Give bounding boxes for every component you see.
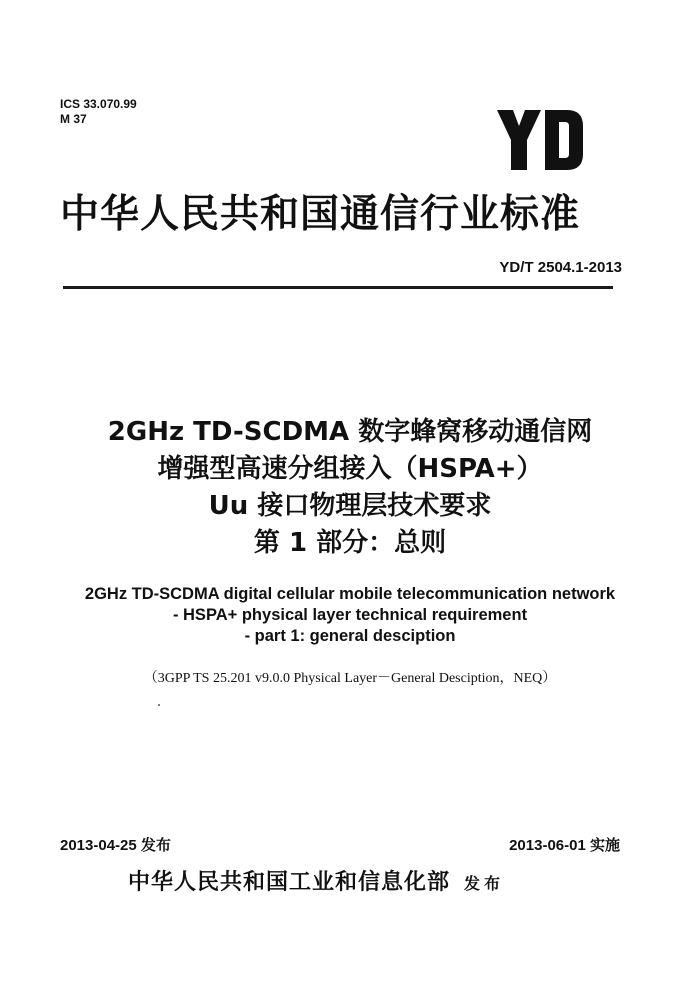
yd-logo-icon bbox=[497, 110, 583, 170]
yd-logo bbox=[497, 110, 583, 170]
english-title bbox=[40, 584, 660, 647]
chinese-title-line-1: 2GHz TD-SCDMA 数字蜂窝移动通信网 bbox=[107, 417, 593, 447]
chinese-title bbox=[40, 414, 660, 562]
standard-number: YD/T 2504.1-2013 bbox=[499, 259, 622, 276]
classification-block bbox=[60, 97, 137, 127]
scan-speck bbox=[158, 704, 160, 706]
chinese-title-line-3: Uu 接口物理层技术要求 bbox=[208, 491, 492, 521]
classification-code: M 37 bbox=[60, 112, 87, 126]
chinese-title-line-4: 第 1 部分：总则 bbox=[253, 528, 447, 558]
publisher-line bbox=[128, 865, 504, 896]
publisher-organization: 中华人民共和国工业和信息化部 bbox=[128, 869, 451, 895]
standard-category-title: 中华人民共和国通信行业标准 bbox=[60, 192, 581, 237]
publisher-action: 发布 bbox=[464, 874, 505, 893]
chinese-title-line-2: 增强型高速分组接入（HSPA+） bbox=[157, 454, 543, 484]
adoption-note: （3GPP TS 25.201 v9.0.0 Physical Layer－General Desciption，NEQ） bbox=[143, 671, 557, 686]
ics-code: ICS 33.070.99 bbox=[60, 97, 137, 111]
english-title-line-3: - part 1: general desciption bbox=[244, 627, 456, 645]
english-title-line-1: 2GHz TD-SCDMA digital cellular mobile telecommunication network bbox=[84, 585, 616, 603]
issue-date: 2013-04-25 发布 bbox=[60, 837, 171, 854]
implementation-date: 2013-06-01 实施 bbox=[509, 837, 620, 854]
header-divider bbox=[63, 286, 613, 289]
english-title-line-2: - HSPA+ physical layer technical requirement bbox=[172, 606, 528, 624]
